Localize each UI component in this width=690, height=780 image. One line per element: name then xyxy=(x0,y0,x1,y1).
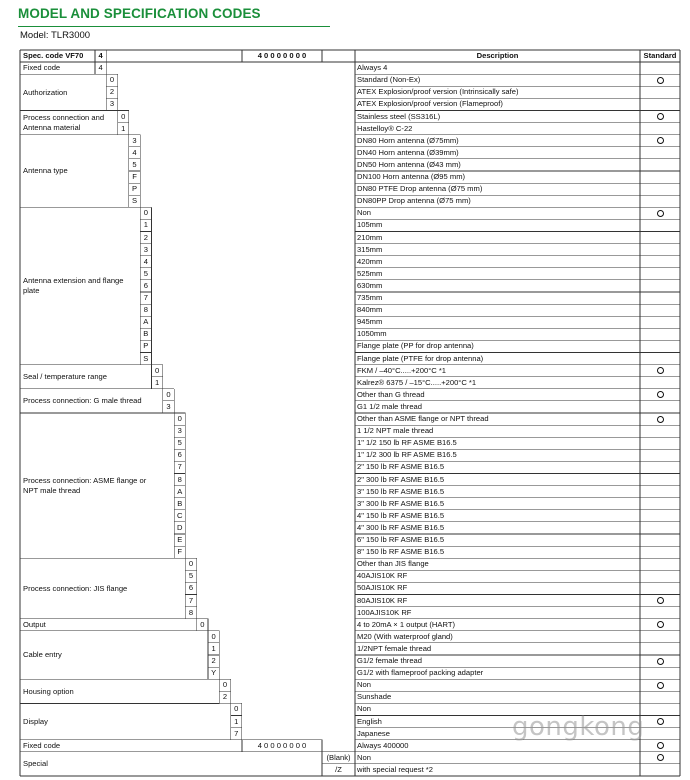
code-value: P xyxy=(132,184,138,194)
description-cell: DN50 Horn antenna (Ø43 mm) xyxy=(357,159,461,169)
group-label: Special xyxy=(23,759,48,769)
description-cell: Always 4 xyxy=(357,63,388,73)
code-value: 5 xyxy=(188,571,194,581)
description-cell: Other than G thread xyxy=(357,389,425,399)
description-cell: G1 1/2 male thread xyxy=(357,401,423,411)
code-value: 7 xyxy=(234,728,239,738)
standard-circle-icon xyxy=(657,658,664,665)
description-cell: 1050mm xyxy=(357,329,387,339)
watermark: gongkong xyxy=(512,712,645,742)
code-value: 2 xyxy=(211,656,216,665)
code-value: 0 xyxy=(143,208,148,218)
description-cell: Non xyxy=(357,680,371,690)
description-cell: 735mm xyxy=(357,293,383,302)
code-value: 0 xyxy=(200,619,205,629)
code-value: C xyxy=(177,510,183,520)
code-value: Y xyxy=(211,668,217,678)
code-value: 8 xyxy=(188,607,194,617)
standard-circle-icon xyxy=(657,391,664,398)
description-cell: 3" 300 lb RF ASME B16.5 xyxy=(357,498,445,508)
description-cell: Other than JIS flange xyxy=(357,559,429,569)
description-cell: 1" 1/2 150 lb RF ASME B16.5 xyxy=(357,438,457,448)
code-value: P xyxy=(143,341,149,351)
code-value: (Blank) xyxy=(326,752,351,762)
code-value: 7 xyxy=(188,595,194,605)
group-label: Process connection and Antenna material xyxy=(23,113,105,132)
description-cell: with special request *2 xyxy=(357,764,433,774)
description-cell: Non xyxy=(357,752,371,762)
description-cell: DN80 Horn antenna (Ø75mm) xyxy=(357,135,459,145)
description-cell: 80AJIS10K RF xyxy=(357,595,408,605)
code-value: A xyxy=(143,317,149,327)
code-value: A xyxy=(177,486,183,496)
description-cell: English xyxy=(357,716,382,726)
code-value: 3 xyxy=(166,401,171,411)
description-cell: 525mm xyxy=(357,268,383,278)
standard-circle-icon xyxy=(657,416,664,423)
description-cell: Sunshade xyxy=(357,692,392,702)
code-value: 0 xyxy=(109,75,115,85)
description-cell: 840mm xyxy=(357,305,383,315)
code-value: 0 xyxy=(211,631,216,641)
standard-circle-icon xyxy=(657,718,664,725)
description-cell: Always 400000 xyxy=(357,740,409,750)
code-value: 6 xyxy=(143,280,148,290)
spec-code-header: Spec. code VF70 xyxy=(23,51,84,60)
description-cell: 1/2NPT female thread xyxy=(357,643,432,653)
code-value: B xyxy=(177,498,183,508)
description-cell: Non xyxy=(357,704,371,714)
group-label: Antenna extension and flange plate xyxy=(23,276,124,295)
description-cell: Hastelloy® C-22 xyxy=(357,123,413,133)
group-label: Display xyxy=(23,716,48,726)
description-cell: 8" 150 lb RF ASME B16.5 xyxy=(357,547,445,557)
code-value: 0 xyxy=(121,111,126,121)
description-cell: 210mm xyxy=(357,232,383,242)
code-value: 1 xyxy=(234,716,239,726)
description-cell: ATEX Explosion/proof version (Flameproof) xyxy=(357,99,503,109)
code-value: 8 xyxy=(177,474,182,484)
group-label: Housing option xyxy=(23,686,74,696)
code-value: B xyxy=(143,329,149,339)
code-value: 3 xyxy=(177,426,182,436)
code-value: E xyxy=(177,535,183,544)
group-label: Output xyxy=(23,619,46,629)
group-label: Fixed code xyxy=(23,740,61,750)
description-cell: Japanese xyxy=(357,728,390,738)
description-header: Description xyxy=(476,51,519,60)
code-value: 0 xyxy=(177,414,182,423)
code-value: S xyxy=(143,353,149,363)
group-label: Process connection: G male thread xyxy=(23,396,142,406)
code-value: 0 xyxy=(155,365,160,375)
description-cell: 4 to 20mA × 1 output (HART) xyxy=(357,619,455,629)
description-cell: ATEX Explosion/proof version (Intrinsically safe) xyxy=(357,87,519,97)
description-cell: 315mm xyxy=(357,244,383,254)
description-cell: 1" 1/2 300 lb RF ASME B16.5 xyxy=(357,450,457,460)
description-cell: Kalrez® 6375 / –15°C.....+200°C *1 xyxy=(357,377,477,387)
code-value: 6 xyxy=(177,450,182,460)
spec-code-tail: 4 0 0 0 0 0 0 0 xyxy=(257,51,307,60)
code-value: 4 xyxy=(132,147,137,157)
code-value: 0 xyxy=(234,704,239,714)
description-cell: Stainless steel (SS316L) xyxy=(357,111,441,121)
group-label: Antenna type xyxy=(23,166,68,176)
description-cell: 2" 150 lb RF ASME B16.5 xyxy=(357,462,445,472)
description-cell: 50AJIS10K RF xyxy=(357,583,408,593)
description-cell: M20 (With waterproof gland) xyxy=(357,631,453,641)
description-cell: 1 1/2 NPT male thread xyxy=(357,426,434,436)
code-value: 3 xyxy=(143,244,148,254)
description-cell: G1/2 with flameproof packing adapter xyxy=(357,668,484,678)
standard-circle-icon xyxy=(657,742,664,749)
code-value: 4 xyxy=(98,63,103,73)
description-cell: 3" 150 lb RF ASME B16.5 xyxy=(357,486,445,496)
code-value: 3 xyxy=(109,99,115,109)
description-cell: 4" 150 lb RF ASME B16.5 xyxy=(357,510,445,520)
description-cell: DN40 Horn antenna (Ø39mm) xyxy=(357,147,459,157)
description-cell: DN80 PTFE Drop antenna (Ø75 mm) xyxy=(357,184,483,194)
description-cell: 2" 300 lb RF ASME B16.5 xyxy=(357,474,445,484)
description-cell: Flange plate (PTFE for drop antenna) xyxy=(357,353,484,363)
standard-circle-icon xyxy=(657,621,664,628)
description-cell: DN100 Horn antenna (Ø95 mm) xyxy=(357,172,466,181)
standard-circle-icon xyxy=(657,137,664,144)
standard-header: Standard xyxy=(643,51,677,60)
description-cell: 630mm xyxy=(357,280,383,290)
standard-circle-icon xyxy=(657,367,664,374)
code-value: 0 xyxy=(166,389,171,399)
code-value: F xyxy=(132,172,137,181)
spec-code-digit: 4 xyxy=(98,51,103,60)
code-value: 5 xyxy=(143,268,148,278)
standard-circle-icon xyxy=(657,77,664,84)
description-cell: FKM / –40°C.....+200°C *1 xyxy=(357,365,447,375)
description-cell: 105mm xyxy=(357,220,383,230)
description-cell: Other than ASME flange or NPT thread xyxy=(357,414,489,423)
code-value: 5 xyxy=(177,438,182,448)
code-value: 7 xyxy=(143,293,148,302)
code-value: 2 xyxy=(222,692,228,702)
code-value: F xyxy=(177,547,183,557)
description-cell: 4" 300 lb RF ASME B16.5 xyxy=(357,522,445,532)
code-value: 1 xyxy=(155,377,160,387)
description-cell: G1/2 female thread xyxy=(357,656,423,665)
code-value: 1 xyxy=(143,220,148,230)
description-cell: 40AJIS10K RF xyxy=(357,571,408,581)
description-cell: Non xyxy=(357,208,371,218)
description-cell: Flange plate (PP for drop antenna) xyxy=(357,341,474,351)
code-value: D xyxy=(177,522,183,532)
description-cell: 420mm xyxy=(357,256,383,266)
description-cell: DN80PP Drop antenna (Ø75 mm) xyxy=(357,196,471,206)
group-label: Seal / temperature range xyxy=(23,371,108,381)
code-value: 7 xyxy=(177,462,182,472)
description-cell: 945mm xyxy=(357,317,383,327)
code-value: 2 xyxy=(109,87,115,97)
standard-circle-icon xyxy=(657,682,664,689)
code-value: 4 0 0 0 0 0 0 0 xyxy=(257,740,307,750)
code-value: /Z xyxy=(335,764,342,774)
code-value: 2 xyxy=(143,232,148,242)
group-label: Cable entry xyxy=(23,650,62,660)
group-label: Authorization xyxy=(23,87,68,97)
standard-circle-icon xyxy=(657,210,664,217)
page-title: MODEL AND SPECIFICATION CODES xyxy=(18,6,261,21)
code-value: 5 xyxy=(132,159,137,169)
code-value: S xyxy=(132,196,138,206)
standard-circle-icon xyxy=(657,113,664,120)
model-name: Model: TLR3000 xyxy=(20,30,91,41)
standard-circle-icon xyxy=(657,597,664,604)
description-cell: Standard (Non-Ex) xyxy=(357,75,421,85)
code-value: 3 xyxy=(132,135,137,145)
code-value: 1 xyxy=(121,123,126,133)
code-value: 6 xyxy=(188,583,194,593)
group-label: Process connection: JIS flange xyxy=(23,583,128,593)
description-cell: 6" 150 lb RF ASME B16.5 xyxy=(357,535,445,544)
code-value: 0 xyxy=(222,680,228,690)
code-value: 1 xyxy=(211,643,216,653)
standard-circle-icon xyxy=(657,754,664,761)
code-value: 0 xyxy=(188,559,194,569)
code-value: 4 xyxy=(143,256,148,266)
description-cell: 100AJIS10K RF xyxy=(357,607,412,617)
group-label: Process connection: ASME flange or NPT male thread xyxy=(23,476,147,495)
group-label: Fixed code xyxy=(23,63,61,73)
code-value: 8 xyxy=(143,305,148,315)
